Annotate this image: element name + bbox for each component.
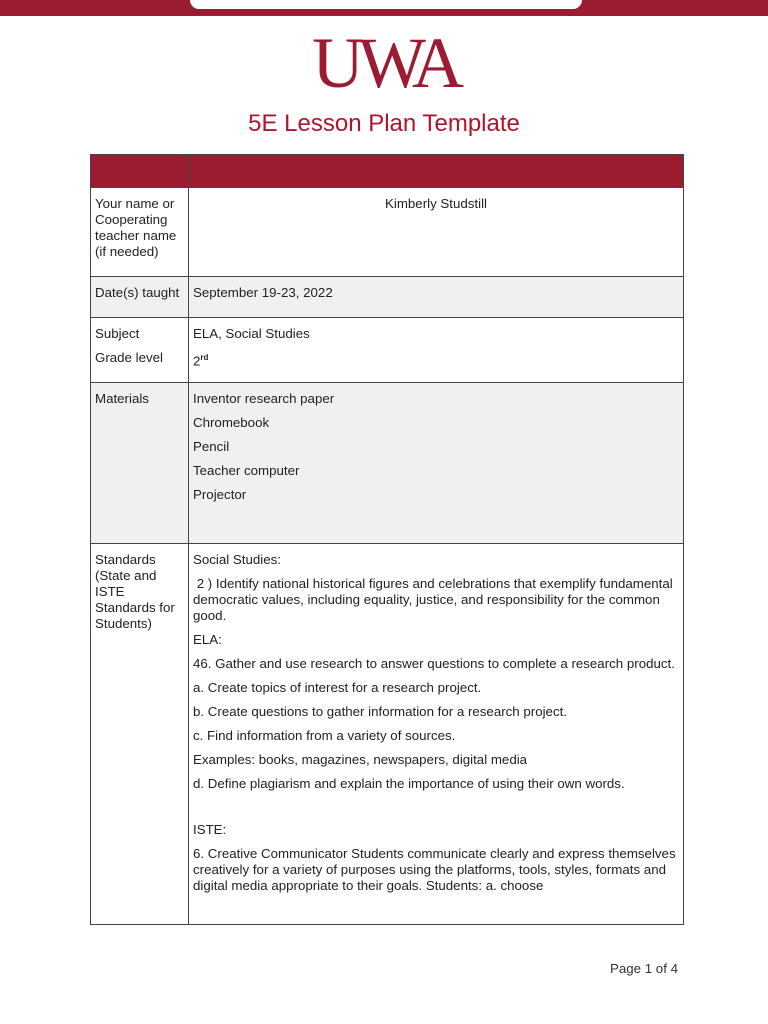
standards-line: d. Define plagiarism and explain the importance of using their own words. [193,776,625,791]
header-cell-right [189,155,684,188]
name-label: Your name or Cooperating teacher name (if needed) [91,188,189,277]
list-item: Teacher computer [193,463,300,478]
subject-value: ELA, Social Studies [193,326,310,341]
subject-label-cell [91,318,189,383]
standards-line: a. Create topics of interest for a research project. [193,680,482,695]
table-row-name [91,188,684,277]
list-item: Pencil [193,439,230,454]
subject-label: Subject [95,326,140,341]
table-row-subject [91,318,684,383]
table-row-standards [91,544,684,925]
lesson-plan-table [90,154,684,925]
standards-line: Social Studies: [193,552,281,567]
grade-number: 2 [193,353,201,369]
page-number: Page 1 of 4 [609,961,678,976]
grade-level-value [193,350,679,369]
table-row-materials [91,383,684,544]
standards-content [189,544,684,925]
materials-list [189,383,684,544]
uwa-logo: UWA [312,23,458,103]
page-title: 5E Lesson Plan Template [248,110,520,137]
standards-line: 6. Creative Communicator Students communicate clearly and express themselves creatively for a variety of purposes using the platforms, tools, styles, formats and digital media appropriate to their goals. Students: a. choose [193,846,676,893]
grade-suffix: rd [200,353,209,362]
list-item: Projector [193,487,247,502]
top-banner-notch [190,0,582,9]
date-value: September 19-23, 2022 [189,277,684,318]
standards-line: 2 ) Identify national historical figures and celebrations that exemplify fundamental democratic values, including equality, justice, and responsibility for the common good. [193,576,677,623]
table-row-date [91,277,684,318]
date-label: Date(s) taught [91,277,189,318]
standards-label: Standards (State and ISTE Standards for Students) [91,544,189,925]
materials-label: Materials [91,383,189,544]
table-header-row [91,155,684,188]
standards-line: ELA: [193,632,222,647]
standards-line: Examples: books, magazines, newspapers, digital media [193,752,528,767]
grade-level-label: Grade level [95,350,163,365]
list-item: Chromebook [193,415,270,430]
standards-line: c. Find information from a variety of sources. [193,728,456,743]
standards-line: b. Create questions to gather information for a research project. [193,704,567,719]
name-value: Kimberly Studstill [189,188,684,277]
list-item: Inventor research paper [193,391,335,406]
standards-line: ISTE: [193,822,227,837]
standards-line: 46. Gather and use research to answer questions to complete a research product. [193,656,675,671]
header-cell-left [91,155,189,188]
subject-value-cell [189,318,684,383]
